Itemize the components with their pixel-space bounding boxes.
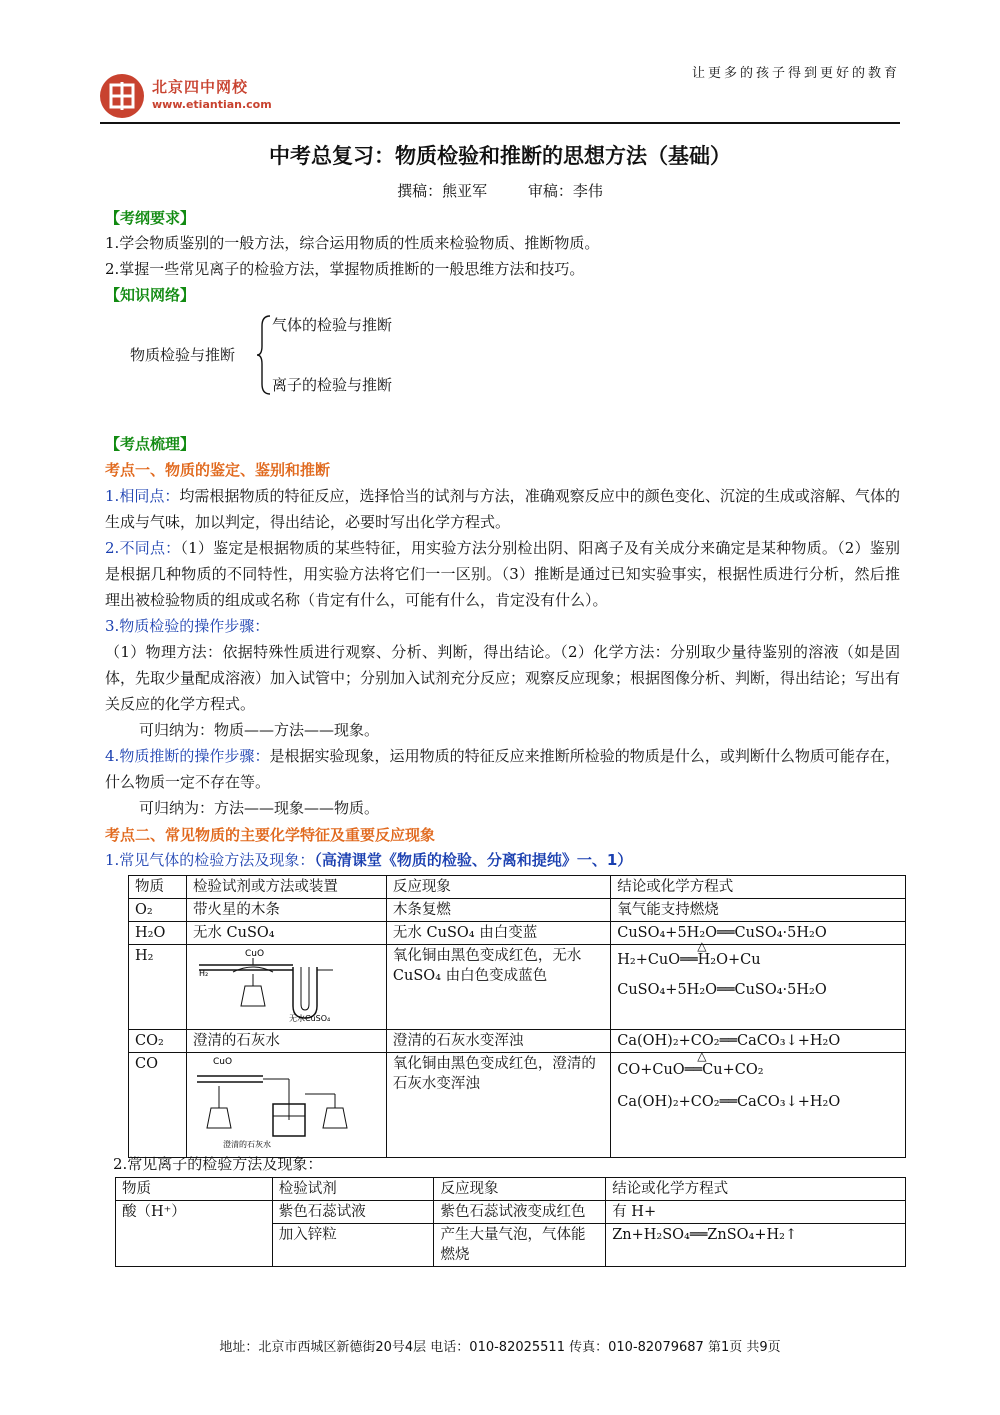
cell [186,1053,386,1158]
cell: 酸（H⁺） [116,1201,273,1267]
point1-summary-2: 可归纳为：方法——现象——物质。 [139,799,380,817]
point1-para-1 [105,483,900,535]
gas-heading [105,847,900,873]
cell: 氧气能支持燃烧 [611,899,906,922]
network-branch-ion: 离子的检验与推断 [272,376,393,394]
table-row [129,945,906,1030]
diagram-label: CuO [212,1057,233,1067]
cell: 氧化铜由黑色变成红色，澄清的石灰水变浑浊 [386,1053,610,1158]
equation-text: H₂+CuO══H₂O+Cu [617,952,761,968]
point1-para-2 [105,535,900,613]
network-root: 物质检验与推断 [130,346,236,364]
section-heading-kagang: 【考纲要求】 [105,209,196,227]
cell: 无水 CuSO₄ 由白变蓝 [386,922,610,945]
cell: 木条复燃 [386,899,610,922]
header-divider [100,122,900,124]
kagang-item-1: 1.学会物质鉴别的一般方法，综合运用物质的性质来检验物质、推断物质。 [105,234,600,252]
page-header [100,52,900,124]
footer-page: 第1页 [707,1340,743,1355]
equation [617,939,899,970]
equation: Ca(OH)₂+CO₂══CaCO₃↓+H₂O [617,1094,841,1110]
para-label: 3.物质检验的操作步骤： [105,617,270,635]
cell: 有 H+ [606,1201,906,1224]
cell [611,1049,906,1158]
table-row [129,1053,906,1158]
cell: CuSO₄+5H₂O══CuSO₄·5H₂O [611,922,906,945]
ion-table [115,1177,906,1267]
cell: 无水 CuSO₄ [186,922,386,945]
logo-name: 北京四中网校 [152,78,249,96]
cell: Zn+H₂SO₄══ZnSO₄+H₂↑ [606,1224,906,1267]
footer-fax: 传真：010-82079687 [569,1340,704,1355]
kagang-item-2: 2.掌握一些常见离子的检验方法，掌握物质推断的一般思维方法和技巧。 [105,260,585,278]
header-cell: 结论或化学方程式 [611,876,906,899]
network-branch-gas: 气体的检验与推断 [272,316,393,334]
brace-icon [256,314,272,396]
cell: 产生大量气泡，气体能燃烧 [434,1224,606,1267]
equation: CuSO₄+5H₂O══CuSO₄·5H₂O [617,982,827,998]
table-row [129,922,906,945]
para-label: 2.不同点： [105,539,181,557]
cell: CO₂ [129,1030,187,1053]
table-header-row [129,876,906,899]
co-apparatus-diagram [193,1054,373,1150]
author: 撰稿：熊亚军 [397,182,488,200]
cell: Ca(OH)₂+CO₂══CaCO₃↓+H₂O [611,1030,906,1053]
page-footer [0,1336,1000,1355]
cell: H₂O [129,922,187,945]
ion-label: 2.常见离子的检验方法及现象： [113,1155,323,1173]
knowledge-network [130,310,530,400]
heat-symbol: △ [697,939,707,953]
cell: 紫色石蕊试液变成红色 [434,1201,606,1224]
point1-summary-1: 可归纳为：物质——方法——现象。 [139,721,380,739]
gas-table [128,875,906,1158]
cell: 带火星的木条 [186,899,386,922]
diagram-label: CuO [244,949,265,959]
cell [186,945,386,1030]
gas-ref: （高清课堂《物质的检验、分离和提纯》一、1） [314,851,633,869]
point1-para-3-label [105,613,900,639]
table-header-row [116,1178,906,1201]
table-row [129,899,906,922]
header-cell: 物质 [129,876,187,899]
ion-heading [113,1151,908,1177]
footer-address: 地址：北京市西城区新德街20号4层 [219,1340,427,1355]
cell [611,939,906,1030]
header-cell: 物质 [116,1178,273,1201]
logo-url: www.etiantian.com [152,98,272,111]
header-cell: 结论或化学方程式 [606,1178,906,1201]
cell: 紫色石蕊试液 [272,1201,434,1224]
header-cell: 检验试剂或方法或装置 [186,876,386,899]
diagram-label: 澄清的石灰水 [222,1140,271,1149]
point2-title: 考点二、常见物质的主要化学特征及重要反应现象 [105,826,436,844]
para-text: （1）鉴定是根据物质的某些特征，用实验方法分别检出阴、阳离子及有关成分来确定是某种物质。（2）鉴别是根据几种物质的不同特性，用实验方法将它们一一区别。（3）推断是通过已知实验事实，根据性质进行分析，然后推理出被检验物质的组成或名称（肯定有什么，可能有什么，肯定没有什么）。 [105,539,900,609]
section-heading-kaodian: 【考点梳理】 [105,435,196,453]
cell: 澄清的石灰水 [186,1030,386,1053]
h2-apparatus-diagram [193,946,373,1022]
heat-symbol: △ [697,1049,707,1063]
cell: 加入锌粒 [272,1224,434,1267]
diagram-label: 无水CuSO₄ [288,1014,331,1022]
gas-label: 1.常见气体的检验方法及现象： [105,851,315,869]
table-row [129,1030,906,1053]
authors [0,180,1000,201]
para-text: 是根据实验现象，运用物质的特征反应来推断所检验的物质是什么，或判断什么物质可能存在，什么物质一定不存在等。 [105,747,900,791]
point1-title: 考点一、物质的鉴定、鉴别和推断 [105,461,331,479]
para-text: 均需根据物质的特征反应，选择恰当的试剂与方法，准确观察反应中的颜色变化、沉淀的生成或溶解、气体的生成与气味，加以判定，得出结论，必要时写出化学方程式。 [105,487,901,531]
logo [100,74,400,120]
table-row [116,1201,906,1224]
footer-phone: 电话：010-82025511 [430,1340,565,1355]
cell: H₂ [129,945,187,1030]
equation-text: CO+CuO══Cu+CO₂ [617,1062,764,1078]
section-heading-network: 【知识网络】 [105,286,196,304]
cell: 澄清的石灰水变浑浊 [386,1030,610,1053]
slogan: 让更多的孩子得到更好的教育 [691,66,900,81]
para-label: 1.相同点： [105,487,180,505]
header-cell: 反应现象 [386,876,610,899]
cell: 氧化铜由黑色变成红色，无水 CuSO₄ 由白色变成蓝色 [386,945,610,1030]
header-cell: 反应现象 [434,1178,606,1201]
point1-para-4 [105,743,900,795]
footer-total: 共9页 [746,1340,781,1355]
reviewer: 审稿：李伟 [527,182,603,200]
cell: CO [129,1053,187,1158]
diagram-label: H₂ [198,969,209,978]
point1-para-3: （1）物理方法：依据特殊性质进行观察、分析、判断，得出结论。（2）化学方法：分别取少量待鉴别的溶液（如是固体，先取少量配成溶液）加入试管中；分别加入试剂充分反应；观察反应现象；根据图像分析、判断，得出结论；写出有关反应的化学方程式。 [105,643,901,713]
cell: O₂ [129,899,187,922]
equation [617,1049,899,1080]
para-label: 4.物质推断的操作步骤： [105,747,270,765]
page-title: 中考总复习：物质检验和推断的思想方法（基础） [269,144,731,168]
header-cell: 检验试剂 [272,1178,434,1201]
logo-emblem-icon [100,74,144,118]
